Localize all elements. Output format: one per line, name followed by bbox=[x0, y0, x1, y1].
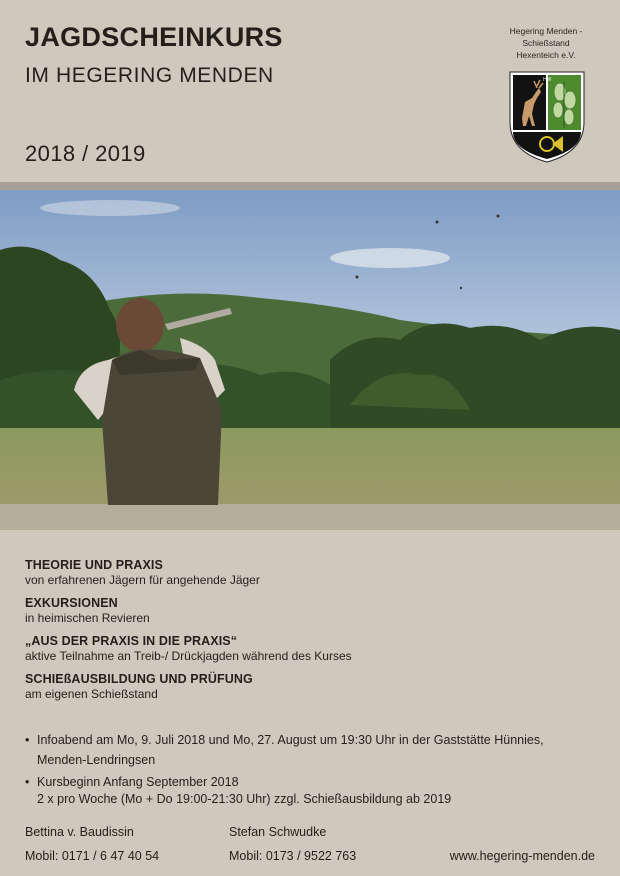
header bbox=[0, 0, 620, 182]
divider bbox=[0, 182, 620, 190]
bullet-line: 2 x pro Woche (Mo + Do 19:00-21:30 Uhr) zzgl. Schießausbildung ab 2019 bbox=[37, 792, 452, 806]
bullet-line: Infoabend am Mo, 9. Juli 2018 und Mo, 27. August um 19:30 Uhr in der Gaststätte Hünnies, bbox=[37, 733, 544, 747]
contact-name: Bettina v. Baudissin bbox=[25, 825, 134, 839]
contact-baudissin bbox=[25, 820, 159, 868]
section-text: von erfahrenen Jägern für angehende Jäger bbox=[25, 573, 260, 587]
crest-letters: HM bbox=[543, 77, 551, 83]
info-bullets bbox=[25, 730, 605, 808]
section-text: in heimischen Revieren bbox=[25, 611, 150, 625]
contact-phone: Mobil: 0173 / 9522 763 bbox=[229, 849, 357, 863]
section-heading: SCHIEßAUSBILDUNG UND PRÜFUNG bbox=[25, 672, 253, 686]
contact-name: Stefan Schwudke bbox=[229, 825, 327, 839]
bullet-line: Menden-Lendringsen bbox=[37, 753, 156, 767]
section-shooting bbox=[25, 672, 605, 702]
section-practice bbox=[25, 634, 605, 664]
section-heading: „AUS DER PRAXIS IN DIE PRAXIS“ bbox=[25, 634, 238, 648]
section-heading: THEORIE UND PRAXIS bbox=[25, 558, 163, 572]
title-line2: IM HEGERING MENDEN bbox=[25, 64, 274, 87]
section-heading: EXKURSIONEN bbox=[25, 596, 118, 610]
title-line1: JAGDSCHEINKURS bbox=[25, 22, 283, 52]
bullet-info-evening bbox=[25, 730, 605, 770]
bullet-dot-icon: • bbox=[25, 775, 30, 789]
hunter-photo bbox=[0, 190, 620, 530]
section-excursions bbox=[25, 596, 605, 626]
section-text: am eigenen Schießstand bbox=[25, 687, 158, 701]
club-name-line2: Schießstand bbox=[522, 38, 570, 48]
course-year: 2018 / 2019 bbox=[25, 141, 146, 166]
section-theory bbox=[25, 558, 605, 588]
course-sections bbox=[25, 558, 605, 710]
crest-logo bbox=[508, 70, 586, 164]
contact-schwudke bbox=[229, 820, 356, 868]
section-text: aktive Teilnahme an Treib-/ Drückjagden während des Kurses bbox=[25, 649, 352, 663]
website-link[interactable]: www.hegering-menden.de bbox=[449, 849, 595, 863]
bullet-course-start bbox=[25, 774, 605, 808]
club-name-line1: Hegering Menden - bbox=[509, 26, 583, 36]
club-name-line3: Hexenteich e.V. bbox=[516, 50, 576, 60]
bullet-dot-icon: • bbox=[25, 733, 30, 747]
bullet-line: Kursbeginn Anfang September 2018 bbox=[37, 775, 239, 789]
contact-phone: Mobil: 0171 / 6 47 40 54 bbox=[25, 849, 160, 863]
club-name bbox=[492, 25, 600, 61]
